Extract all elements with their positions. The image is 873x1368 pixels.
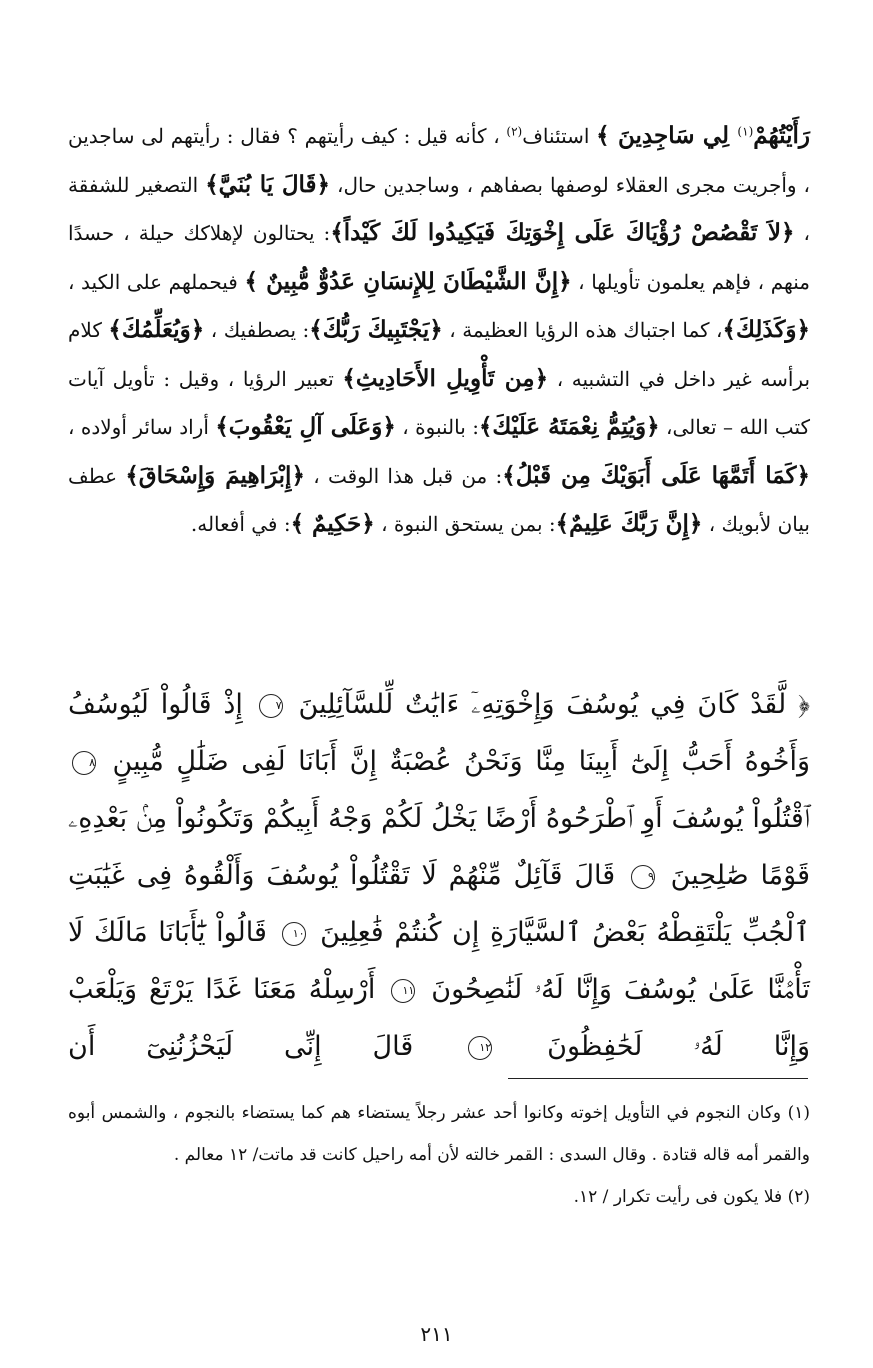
quran-quote: رَأَيْتُهُمْ bbox=[753, 122, 810, 149]
quran-quote: ﴿إِبْرَاهِيمَ وَإِسْحَاقَ﴾ bbox=[125, 461, 305, 489]
quran-verses-block bbox=[68, 676, 810, 1075]
commentary-text: ، كأنه قيل : كيف رأيتهم ؟ فقال : رأيتهم لى ساجدين ، وأجريت مجرى العقلاء لوصفها بصفاهم ، وساجدين حال، bbox=[68, 124, 810, 197]
verse-number-marker: ١٢ bbox=[468, 1036, 492, 1060]
verse-text: إِذْ قَالُواْ لَيُوسُفُ وَأَخُوهُ أَحَبُّ إِلَىٰٓ أَبِينَا مِنَّا وَنَحْنُ عُصْبَةٌ إِنَّ أَبَانَا لَفِى ضَلَٰلٍ مُّبِينٍ bbox=[68, 689, 810, 777]
footnote-separator-line bbox=[508, 1078, 808, 1079]
verse-number-marker: ٨ bbox=[72, 751, 96, 775]
verse-text: قَالَ قَآئِلٌ مِّنْهُمْ لَا تَقْتُلُواْ يُوسُفَ وَأَلْقُوهُ فِى غَيَٰبَتِ ٱلْجُبِّ يَلْتَقِطْهُ بَعْضُ ٱلسَّيَّارَةِ إِن كُنتُمْ فَٰعِلِينَ bbox=[68, 860, 810, 948]
quran-quote: لِي سَاجِدِينَ ﴾ bbox=[596, 122, 738, 149]
commentary-text: التصغير للشفقة ، bbox=[68, 172, 811, 245]
quran-quote: ﴿كَمَا أَتَمَّهَا عَلَى أَبَوَيْكَ مِن قَبْلُ﴾ bbox=[502, 461, 810, 489]
footnote-2: (٢) فلا يكون فى رأيت تكرار / ١٢. bbox=[573, 1187, 810, 1207]
footnote-ref: (١) bbox=[737, 124, 754, 139]
page-number: ٢١١ bbox=[420, 1322, 453, 1346]
commentary-paragraph bbox=[68, 112, 810, 549]
commentary-text: : يصطفيك ، bbox=[204, 318, 310, 342]
verse-number-marker: ١١ bbox=[391, 979, 415, 1003]
footnote-1: (١) وكان النجوم في التأويل إخوته وكانوا أحد عشر رجلاً يستضاء هم كما يستضاء بالنجوم ، والشمس أبوه والقمر أمه قاله قتادة . وقال السدى : القمر خالته لأن أمه راحيل كانت قد ماتت/ ١٢ معالم . bbox=[68, 1103, 810, 1165]
verse-number-marker: ٧ bbox=[259, 694, 283, 718]
quran-quote: ﴿وَعَلَى آلِ يَعْقُوبَ﴾ bbox=[215, 413, 396, 440]
quran-quote: ﴿مِن تَأْوِيلِ الأَحَادِيثِ﴾ bbox=[342, 364, 549, 392]
quran-quote: ﴿قَالَ يَا بُنَيَّ﴾ bbox=[205, 170, 331, 198]
verse-text: قَالَ إِنِّى لَيَحْزُنُنِىٓ أَن bbox=[68, 1031, 414, 1062]
verse-number-marker: ٩ bbox=[631, 865, 655, 889]
commentary-text: عطف بيان لأبويك ، bbox=[68, 463, 810, 536]
verse-text: ﴿ لَّقَدْ كَانَ فِي يُوسُفَ وَإِخْوَتِهِۦٓ ءَايَٰتٌ لِّلسَّآئِلِينَ bbox=[298, 689, 810, 720]
commentary-text: كلام برأسه غير داخل في التشبيه ، bbox=[68, 318, 811, 391]
commentary-text: ، كما اجتباك هذه الرؤيا العظيمة ، bbox=[442, 318, 723, 342]
quran-quote: ﴿وَيُعَلِّمُكَ﴾ bbox=[108, 316, 205, 343]
commentary-text: : يحتالون لإهلاكك حيلة ، حسدًا منهم ، فإهم يعلمون تأويلها ، bbox=[68, 221, 810, 294]
verse-text: قَالُواْ يَٰٓأَبَانَا مَالَكَ لَا تَأْمَ۫نَّا عَلَىٰ يُوسُفَ وَإِنَّا لَهُۥ لَنَٰصِحُونَ bbox=[68, 917, 810, 1005]
commentary-text: استئناف bbox=[522, 124, 597, 148]
commentary-text: تعبير الرؤيا ، وقيل : تأويل آيات كتب الله – تعالى، bbox=[68, 366, 811, 439]
commentary-text: : بالنبوة ، bbox=[395, 415, 479, 439]
quran-quote: ﴿حَكِيمٌ ﴾ bbox=[290, 510, 375, 537]
quran-quote: ﴿يَجْتَبِيكَ رَبُّكَ﴾ bbox=[309, 316, 443, 343]
verse-text: ٱقْتُلُواْ يُوسُفَ أَوِ ٱطْرَحُوهُ أَرْضًا يَخْلُ لَكُمْ وَجْهُ أَبِيكُمْ وَتَكُونُواْ مِنۢ بَعْدِهِۦ قَوْمًا صَٰلِحِينَ bbox=[68, 803, 810, 891]
quran-quote: ﴿إِنَّ الشَّيْطَانَ لِلإِنسَانِ عَدُوٌّ مُّبِينٌ ﴾ bbox=[244, 267, 572, 295]
commentary-text: فيحملهم على الكيد ، bbox=[68, 269, 245, 294]
quran-quote: ﴿إِنَّ رَبَّكَ عَلِيمٌ﴾ bbox=[555, 510, 703, 537]
footnotes bbox=[68, 1092, 810, 1218]
footnote-ref: (٢) bbox=[506, 124, 523, 139]
verse-text: أَرْسِلْهُ مَعَنَا غَدًا يَرْتَعْ وَيَلْعَبْ وَإِنَّا لَهُۥ لَحَٰفِظُونَ bbox=[68, 974, 810, 1062]
commentary-text: أراد سائر أولاده ، bbox=[68, 415, 216, 439]
verse-number-marker: ١٠ bbox=[282, 922, 306, 946]
commentary-text: : بمن يستحق النبوة ، bbox=[374, 512, 556, 536]
quran-quote: ﴿وَكَذَلِكَ﴾ bbox=[722, 316, 810, 343]
commentary-text: : من قبل هذا الوقت ، bbox=[304, 463, 503, 488]
quran-quote: ﴿لاَ تَقْصُصْ رُؤْيَاكَ عَلَى إِخْوَتِكَ فَيَكِيدُوا لَكَ كَيْداً﴾ bbox=[330, 219, 795, 246]
quran-quote: ﴿وَيُتِمُّ نِعْمَتَهُ عَلَيْكَ﴾ bbox=[478, 413, 660, 440]
commentary-text: : في أفعاله. bbox=[190, 512, 291, 536]
